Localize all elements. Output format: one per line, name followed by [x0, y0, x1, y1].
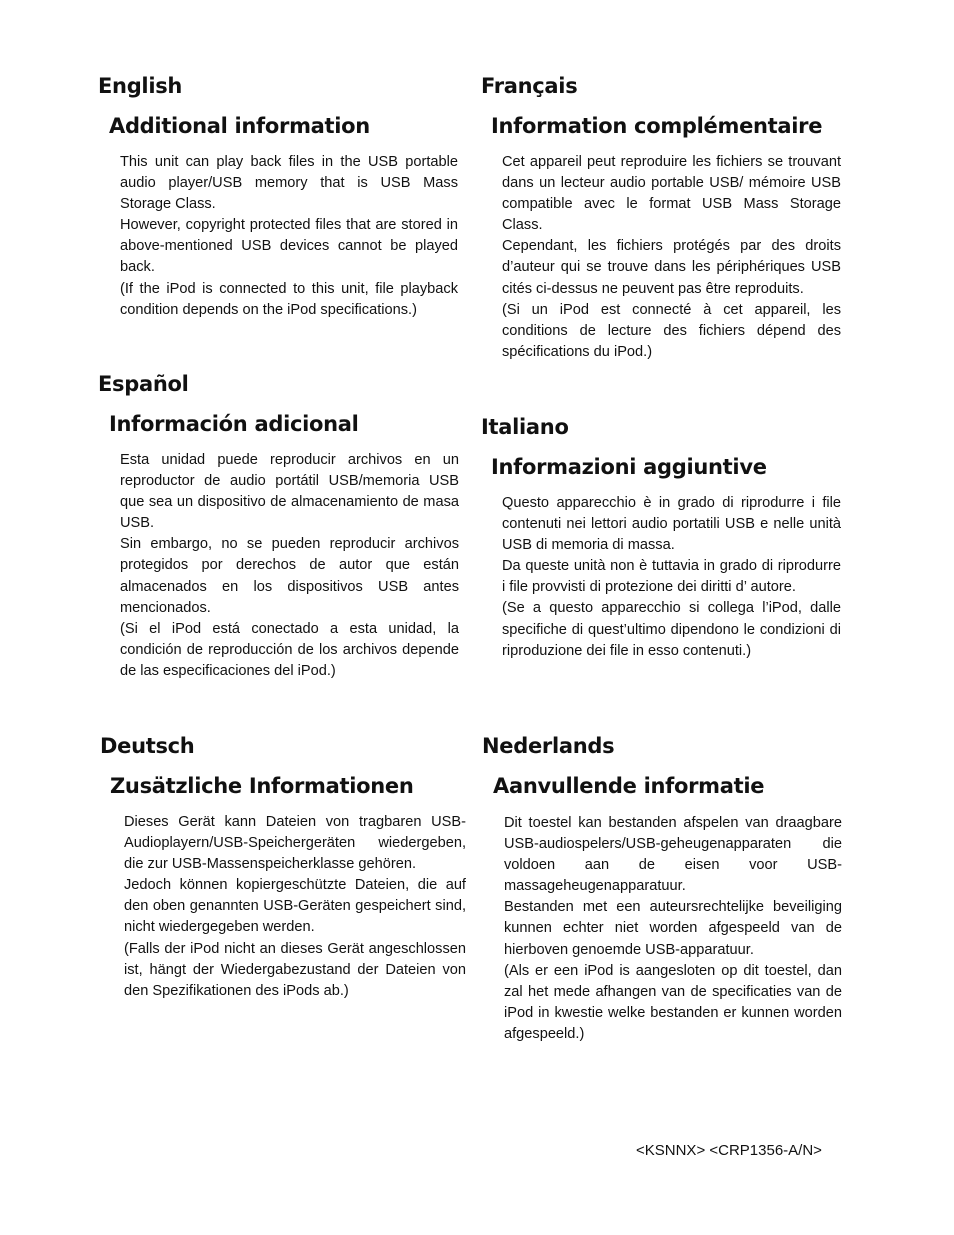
paragraph: (Se a questo apparecchio si collega l’iPod, dalle specifiche di quest’ultimo dipendono le condizioni di riproduzione dei file in esso contenuti.)	[502, 600, 841, 659]
section-body-deutsch	[124, 812, 466, 1002]
section-body-italiano	[502, 493, 841, 662]
paragraph: Dieses Gerät kann Dateien von tragbaren USB-Audioplayern/USB-Speichergeräten wiedergeben, die zur USB-Massenspeicherklasse gehören.	[124, 814, 466, 873]
section-heading-espanol: Información adicional	[109, 412, 359, 436]
paragraph: Da queste unità non è tuttavia in grado di riprodurre i file provvisti di protezione dei diritti d’ autore.	[502, 558, 841, 596]
section-body-nederlands	[504, 813, 842, 1045]
paragraph: (Als er een iPod is aangesloten op dit toestel, dan zal het mede afhangen van de specificaties van de iPod in kwestie welke bestanden er kunnen worden afgespeeld.)	[504, 962, 842, 1042]
paragraph: Jedoch können kopiergeschützte Dateien, die auf den oben genannten USB-Geräten gespeichert sind, nicht wiedergegeben werden.	[124, 877, 466, 936]
paragraph: Dit toestel kan bestanden afspelen van draagbare USB-audiospelers/USB-geheugenapparaten die voldoen aan de eisen voor USB-massageheugenapparatuur.	[504, 815, 842, 895]
paragraph: (Falls der iPod nicht an dieses Gerät angeschlossen ist, hängt der Wiedergabezustand der Dateien von den Spezifikationen des iPods ab.)	[124, 940, 466, 999]
paragraph: Cependant, les fichiers protégés par des droits d’auteur qui se trouve dans les périphériques USB cités ci-dessus ne peuvent pas être reproduits.	[502, 238, 841, 297]
paragraph: Sin embargo, no se pueden reproducir archivos protegidos por derechos de autor que están almacenados en los dispositivos USB antes mencionados.	[120, 536, 459, 616]
language-title-nederlands: Nederlands	[482, 734, 615, 758]
paragraph: (If the iPod is connected to this unit, file playback condition depends on the iPod specifications.)	[120, 280, 458, 318]
section-heading-deutsch: Zusätzliche Informationen	[110, 774, 414, 798]
language-title-espanol: Español	[98, 372, 189, 396]
paragraph: However, copyright protected files that are stored in above-mentioned USB devices cannot be played back.	[120, 217, 458, 276]
section-body-francais	[502, 152, 841, 363]
language-title-francais: Français	[481, 74, 578, 98]
paragraph: This unit can play back files in the USB portable audio player/USB memory that is USB Mass Storage Class.	[120, 154, 458, 213]
section-body-english	[120, 152, 458, 321]
section-heading-francais: Information complémentaire	[491, 114, 823, 138]
paragraph: Questo apparecchio è in grado di riprodurre i file contenuti nei lettori audio portatili USB e nelle unità USB di memoria di massa.	[502, 495, 841, 554]
section-heading-nederlands: Aanvullende informatie	[493, 774, 765, 798]
language-title-italiano: Italiano	[481, 415, 569, 439]
paragraph: Bestanden met een auteursrechtelijke beveiliging kunnen echter niet worden afgespeeld van de hierboven genoemde USB-apparatuur.	[504, 899, 842, 958]
paragraph: (Si un iPod est connecté à cet appareil, les conditions de lecture des fichiers dépend des spécifications du iPod.)	[502, 301, 841, 360]
paragraph: Cet appareil peut reproduire les fichiers se trouvant dans un lecteur audio portable USB/ mémoire USB compatible avec le format USB Mass Storage Class.	[502, 154, 841, 234]
section-heading-italiano: Informazioni aggiuntive	[491, 455, 767, 479]
section-heading-english: Additional information	[109, 114, 370, 138]
section-body-espanol	[120, 450, 459, 682]
paragraph: Esta unidad puede reproducir archivos en un reproductor de audio portátil USB/memoria USB que sea un dispositivo de almacenamiento de masa USB.	[120, 452, 459, 532]
language-title-english: English	[98, 74, 183, 98]
language-title-deutsch: Deutsch	[100, 734, 195, 758]
paragraph: (Si el iPod está conectado a esta unidad, la condición de reproducción de los archivos depende de las especificaciones del iPod.)	[120, 620, 459, 679]
document-code: <KSNNX> <CRP1356-A/N>	[636, 1142, 822, 1159]
